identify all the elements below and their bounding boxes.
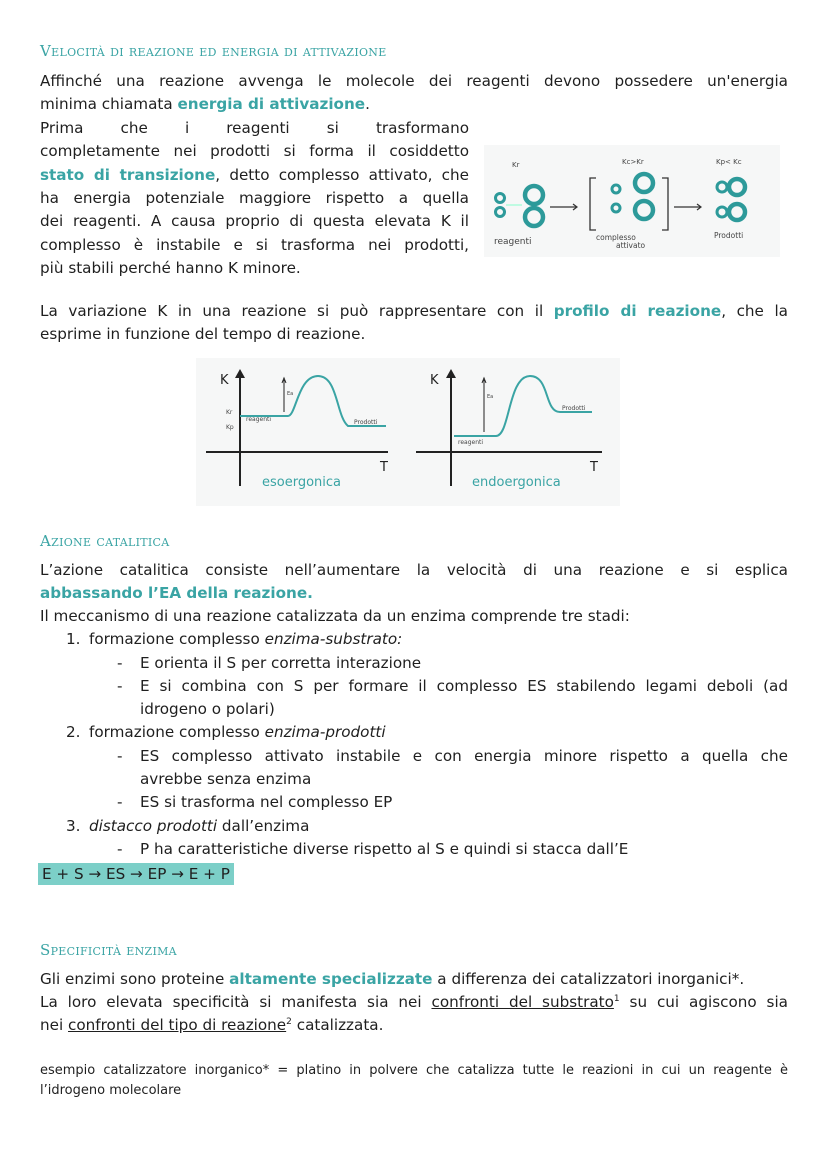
- paragraph-line: ha energia potenziale maggiore rispetto a quella: [40, 189, 469, 207]
- left-xlabel: T: [380, 460, 388, 475]
- paragraph-line: complesso è instabile e si trasforma nei prodotti,: [40, 236, 469, 254]
- list-number: 3.: [66, 817, 81, 835]
- label-prodotti: Prodotti: [714, 231, 744, 240]
- label-reagenti: reagenti: [494, 237, 532, 247]
- caption-esoergonica: esoergonica: [262, 475, 342, 490]
- list-dash: -: [117, 677, 123, 695]
- svg-text:reagenti: reagenti: [246, 416, 272, 423]
- paragraph-line: Gli enzimi sono proteine altamente specializzate a differenza dei catalizzatori inorganici*.: [40, 970, 745, 988]
- paragraph-line: dei reagenti. A causa proprio di questa elevata K il: [40, 212, 469, 230]
- sub-item: P ha caratteristiche diverse rispetto al S e quindi si stacca dall’E: [140, 840, 629, 858]
- label-kp-lt-kc: Kp< Kc: [716, 158, 742, 166]
- reaction-equation: E + S → ES → EP → E + P: [38, 863, 234, 885]
- term-abbassando-ea: abbassando l’EA della reazione.: [40, 584, 313, 602]
- list-dash: -: [117, 654, 123, 672]
- list-item-stage1: formazione complesso enzima-substrato:: [89, 630, 403, 648]
- svg-text:reagenti: reagenti: [458, 439, 484, 446]
- label-kr: Kr: [512, 161, 520, 169]
- list-number: 2.: [66, 723, 81, 741]
- paragraph-line: minima chiamata energia di attivazione.: [40, 95, 370, 113]
- label-kc-gt-kr: Kc>Kr: [622, 158, 644, 166]
- paragraph-line: più stabili perché hanno K minore.: [40, 259, 301, 277]
- paragraph-line: Prima che i reagenti si trasformano: [40, 119, 469, 137]
- svg-text:Ea: Ea: [487, 394, 494, 400]
- sub-item: ES si trasforma nel complesso EP: [140, 793, 393, 811]
- paragraph-line: La loro elevata specificità si manifesta sia nei confronti del substrato$^1$ su cui agiscono sia: [40, 993, 788, 1011]
- label-complesso: complesso: [596, 233, 636, 242]
- svg-text:Kp: Kp: [226, 424, 234, 431]
- paragraph-line: nei confronti del tipo di reazione$^2$ catalizzata.: [40, 1016, 384, 1034]
- term-energia-attivazione: energia di attivazione: [177, 95, 366, 113]
- right-xlabel: T: [590, 460, 598, 475]
- footnote-line: l’idrogeno molecolare: [40, 1083, 182, 1098]
- list-dash: -: [117, 747, 123, 765]
- list-dash: -: [117, 793, 123, 811]
- list-number: 1.: [66, 630, 81, 648]
- label-attivato: attivato: [616, 241, 646, 250]
- term-altamente-specializzate: altamente specializzate: [229, 970, 433, 988]
- term-profilo-reazione: profilo di reazione: [553, 302, 722, 320]
- paragraph-line: Il meccanismo di una reazione catalizzata da un enzima comprende tre stadi:: [40, 607, 630, 625]
- section-heading-azione-catalitica: Azione catalitica: [40, 532, 170, 550]
- svg-text:Ea: Ea: [287, 391, 294, 397]
- svg-text:Kr: Kr: [226, 409, 233, 416]
- paragraph-line: completamente nei prodotti si forma il cosiddetto: [40, 142, 469, 160]
- section-heading-specificita: Specificità enzima: [40, 941, 177, 959]
- paragraph-line: [40, 582, 788, 606]
- term-stato-transizione: stato di transizione: [40, 166, 216, 184]
- paragraph-line: stato di transizione, detto complesso attivato, che: [40, 166, 469, 184]
- list-dash: -: [117, 840, 123, 858]
- footnote-line: esempio catalizzatore inorganico* = platino in polvere che catalizza tutte le reazioni in cui un reagente è: [40, 1063, 788, 1078]
- reaction-profile-figure: [196, 358, 620, 506]
- list-item-stage3: distacco prodotti dall’enzima: [89, 817, 310, 835]
- list-item-stage2: formazione complesso enzima-prodotti: [89, 723, 386, 741]
- paragraph-line: La variazione K in una reazione si può rappresentare con il profilo di reazione, che la: [40, 302, 788, 320]
- sub-item: E si combina con S per formare il complesso ES stabilendo legami deboli (ad: [140, 677, 788, 695]
- right-ylabel: K: [430, 373, 439, 388]
- left-ylabel: K: [220, 373, 229, 388]
- paragraph-line: esprime in funzione del tempo di reazione.: [40, 325, 366, 343]
- sub-item: avrebbe senza enzima: [140, 770, 312, 788]
- svg-text:Prodotti: Prodotti: [562, 405, 586, 412]
- paragraph-line: Affinché una reazione avvenga le molecole dei reagenti devono possedere un'energia: [40, 72, 788, 90]
- sub-item: idrogeno o polari): [140, 700, 275, 718]
- sub-item: E orienta il S per corretta interazione: [140, 654, 422, 672]
- paragraph-line: L’azione catalitica consiste nell’aumentare la velocità di una reazione e si esplica: [40, 561, 788, 579]
- molecule-transition-figure: [484, 145, 780, 257]
- caption-endoergonica: endoergonica: [472, 475, 561, 490]
- section-heading-velocita: Velocità di reazione ed energia di attivazione: [40, 42, 387, 60]
- sub-item: ES complesso attivato instabile e con energia minore rispetto a quella che: [140, 747, 788, 765]
- svg-text:Prodotti: Prodotti: [354, 419, 378, 426]
